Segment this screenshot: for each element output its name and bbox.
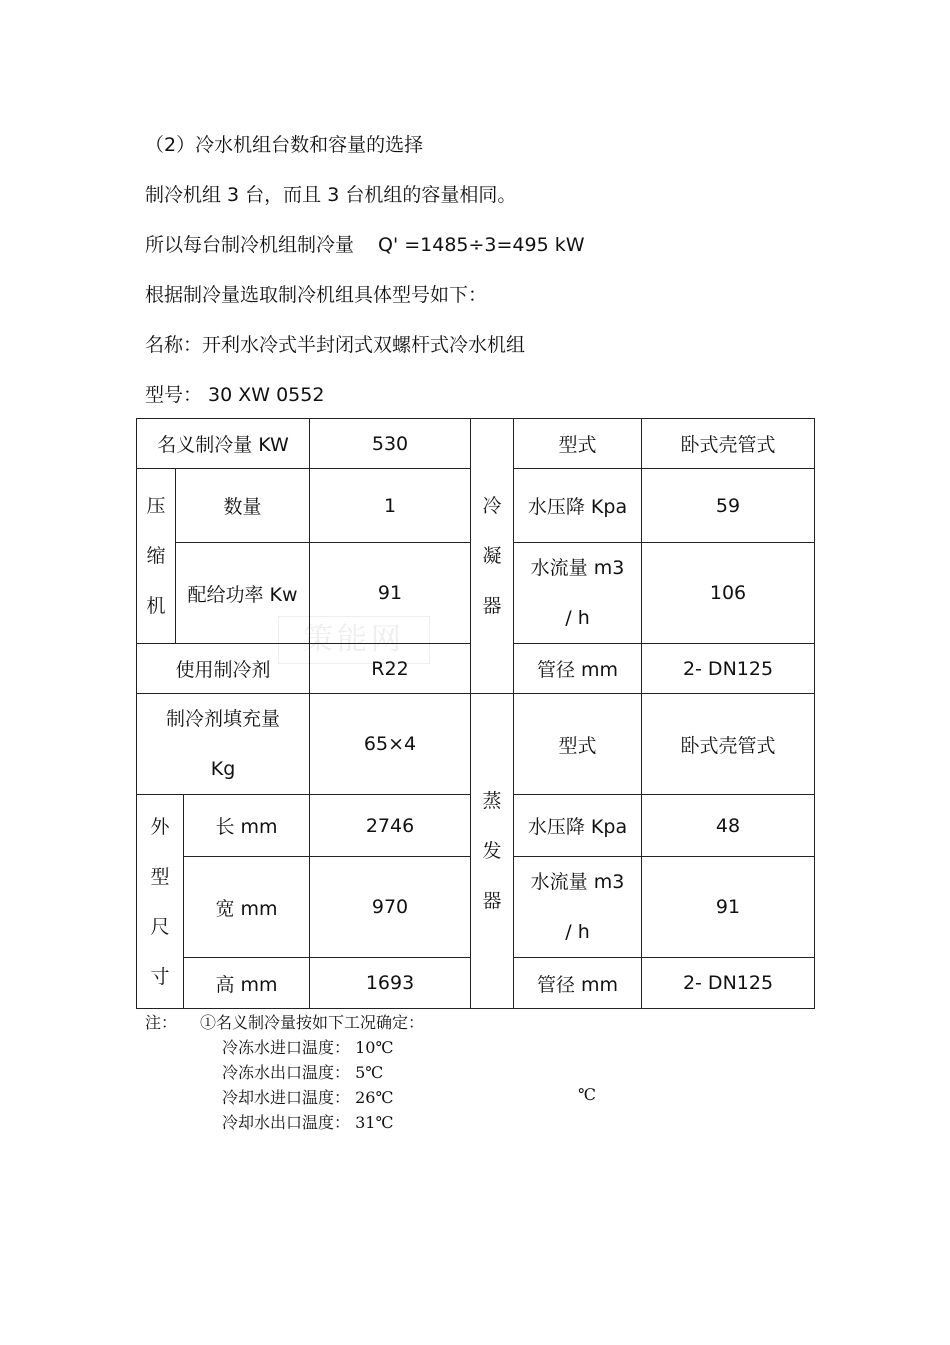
evap-flow-value: 91 (642, 857, 815, 958)
evap-pipe-value: 2- DN125 (642, 958, 815, 1009)
evap-pressure-label: 水压降 Kpa (514, 795, 642, 857)
evap-type-label: 型式 (514, 694, 642, 795)
capacity-text: 所以每台制冷机组制冷量 (145, 234, 355, 256)
charge-label-2: Kg (210, 758, 236, 780)
charge-value: 65×4 (310, 694, 471, 795)
cond-pipe-value: 2- DN125 (642, 644, 815, 694)
dimensions-char-2: 型 (150, 865, 170, 888)
cond-flow-label-1: 水流量 m3 (530, 557, 625, 579)
height-label: 高 mm (184, 958, 310, 1009)
paragraph-units: 制冷机组 3 台，而且 3 台机组的容量相同。 (145, 184, 517, 206)
nominal-capacity-value: 530 (310, 419, 471, 469)
notes-line-2: 冷冻水进口温度： 10℃ (222, 1038, 394, 1057)
notes-line-3: 冷冻水出口温度： 5℃ (222, 1063, 384, 1082)
charge-label-1: 制冷剂填充量 (165, 708, 280, 730)
notes-line-1: ①名义制冷量按如下工况确定： (200, 1013, 425, 1032)
model-line: 型号： 30 XW 0552 (145, 384, 325, 406)
evap-pressure-value: 48 (642, 795, 815, 857)
cond-flow-label-2: / h (565, 607, 590, 629)
cond-flow-value: 106 (642, 543, 815, 644)
evaporator-char-1: 蒸 (482, 790, 502, 812)
quantity-value: 1 (310, 469, 471, 543)
dimensions-label (137, 795, 184, 1009)
compressor-char-1: 压 (146, 495, 166, 517)
spec-table (136, 418, 815, 1009)
watermark: 策能网 (278, 616, 430, 664)
notes-line-5: 冷却水出口温度： 31℃ (222, 1113, 394, 1132)
condenser-char-2: 凝 (482, 545, 502, 567)
name-line: 名称：开利水冷式半封闭式双螺杆式冷水机组 (145, 334, 526, 356)
cond-flow-label (514, 543, 642, 644)
compressor-char-2: 缩 (146, 545, 166, 567)
quantity-label: 数量 (176, 469, 310, 543)
evap-flow-label-1: 水流量 m3 (530, 871, 625, 893)
charge-label (137, 694, 310, 795)
power-value: 91 (310, 543, 471, 644)
refrigerant-value: R22 (310, 644, 471, 694)
section-heading: （2）冷水机组台数和容量的选择 (145, 134, 424, 156)
evap-flow-label-2: / h (565, 921, 590, 943)
power-label: 配给功率 Kw (176, 543, 310, 644)
evap-type-value: 卧式壳管式 (642, 694, 815, 795)
cond-pressure-value: 59 (642, 469, 815, 543)
dimensions-char-3: 尺 (150, 915, 170, 938)
condenser-label (471, 419, 514, 694)
paragraph-capacity (145, 230, 585, 257)
compressor-char-3: 机 (146, 595, 166, 617)
paragraph-selection: 根据制冷量选取制冷机组具体型号如下： (145, 284, 488, 306)
refrigerant-label: 使用制冷剂 (137, 644, 310, 694)
evaporator-label (471, 694, 514, 1009)
length-value: 2746 (310, 795, 471, 857)
nominal-capacity-label: 名义制冷量 KW (137, 419, 310, 469)
cond-type-value: 卧式壳管式 (642, 419, 815, 469)
height-value: 1693 (310, 958, 471, 1009)
condenser-char-1: 冷 (482, 495, 502, 517)
length-label: 长 mm (184, 795, 310, 857)
evap-pipe-label: 管径 mm (514, 958, 642, 1009)
notes-stray-unit: ℃ (578, 1085, 596, 1104)
notes-line-4: 冷却水进口温度： 26℃ (222, 1088, 394, 1107)
cond-pressure-label: 水压降 Kpa (514, 469, 642, 543)
evaporator-char-2: 发 (482, 840, 502, 862)
dimensions-char-4: 寸 (150, 965, 170, 988)
compressor-label (137, 469, 176, 644)
dimensions-char-1: 外 (150, 815, 170, 838)
capacity-formula: Q' =1485÷3=495 kW (378, 234, 585, 256)
cond-type-label: 型式 (514, 419, 642, 469)
width-label: 宽 mm (184, 857, 310, 958)
evaporator-char-3: 器 (482, 890, 502, 912)
cond-pipe-label: 管径 mm (514, 644, 642, 694)
condenser-char-3: 器 (482, 595, 502, 617)
evap-flow-label (514, 857, 642, 958)
width-value: 970 (310, 857, 471, 958)
notes-label: 注： (145, 1013, 178, 1032)
